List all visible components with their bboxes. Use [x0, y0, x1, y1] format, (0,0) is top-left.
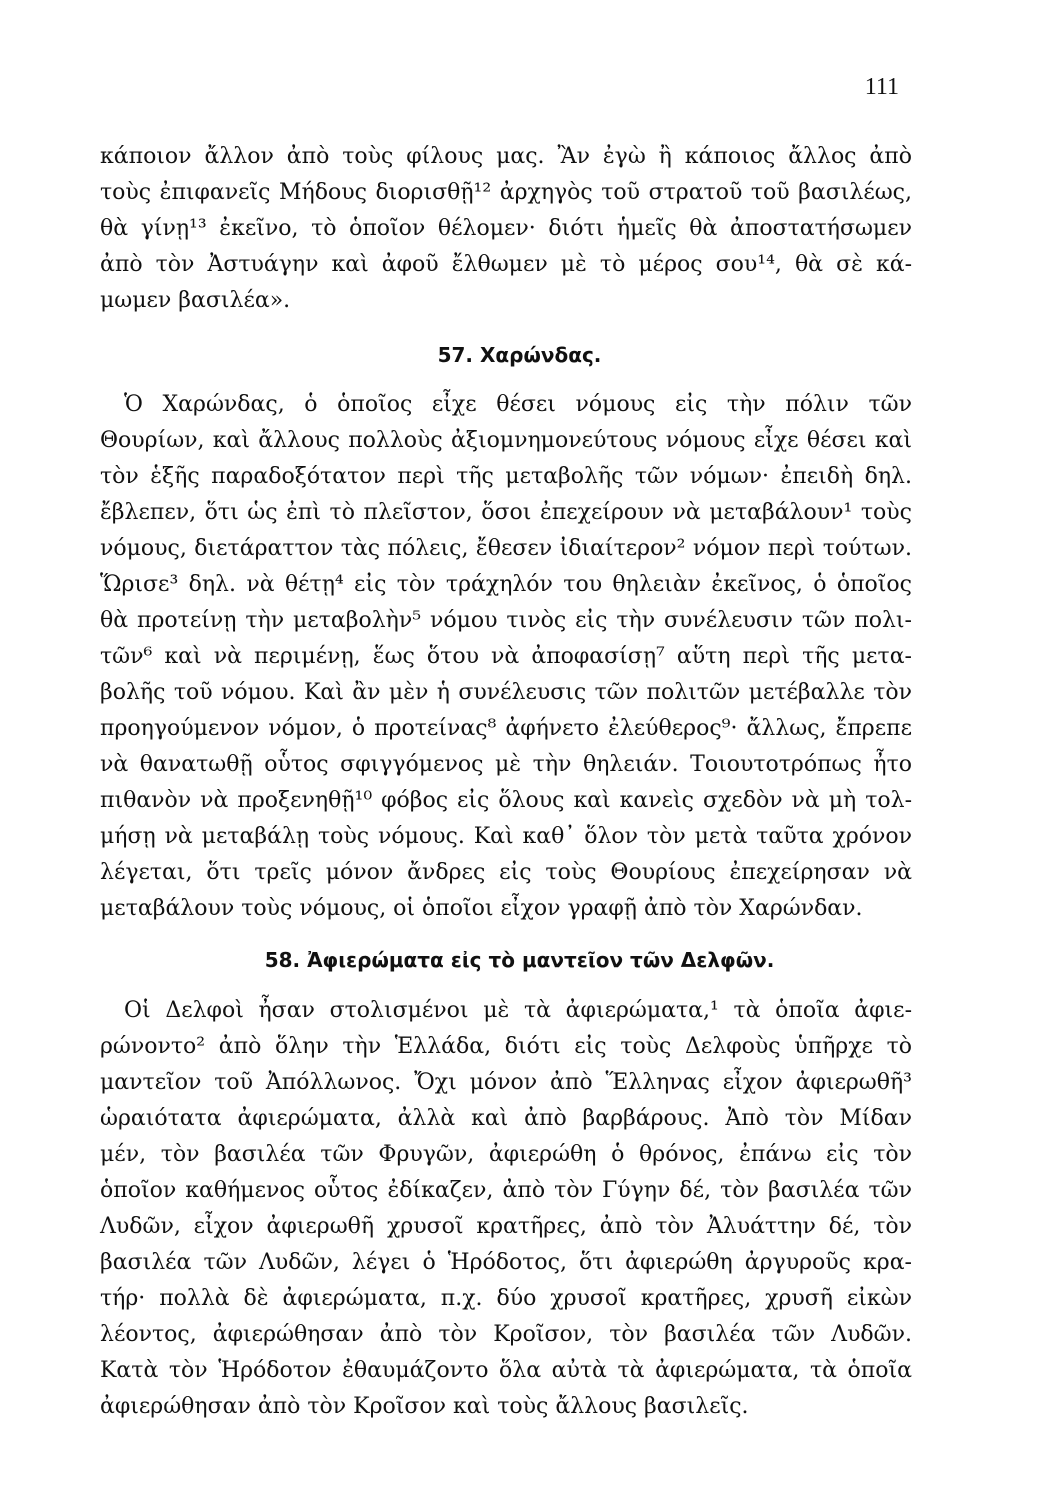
text-line: Οἱ Δελφοὶ ἦσαν στολισμένοι μὲ τὰ ἀφιερώματα,¹ τὰ ὁποῖα ἀφιε- [124, 998, 912, 1023]
text-line: νὰ θανατωθῇ οὗτος σφιγγόμενος μὲ τὴν θηλειάν. Τοιουτοτρόπως ἦτο [100, 752, 912, 777]
text-line: Ὁ Χαρώνδας, ὁ ὁποῖος εἶχε θέσει νόμους εἰς τὴν πόλιν τῶν [124, 392, 912, 417]
text-line: ἀφιερώθησαν ἀπὸ τὸν Κροῖσον καὶ τοὺς ἄλλους βασιλεῖς. [100, 1394, 749, 1419]
text-line: ἀπὸ τὸν Ἀστυάγην καὶ ἀφοῦ ἔλθωμεν μὲ τὸ μέρος σου¹⁴, θὰ σὲ κά- [100, 252, 912, 277]
text-line: μωμεν βασιλέα». [100, 288, 291, 313]
text-line: μήσῃ νὰ μεταβάλῃ τοὺς νόμους. Καὶ καθ᾽ ὅλον τὸν μετὰ ταῦτα χρόνον [100, 824, 912, 849]
text-line: ρώνοντο² ἀπὸ ὅλην τὴν Ἑλλάδα, διότι εἰς τοὺς Δελφοὺς ὑπῆρχε τὸ [100, 1034, 912, 1059]
text-line: προηγούμενον νόμον, ὁ προτείνας⁸ ἀφήνετο ἐλεύθερος⁹· ἄλλως, ἔπρεπε [100, 716, 912, 741]
text-line: Κατὰ τὸν Ἡρόδοτον ἐθαυμάζοντο ὅλα αὐτὰ τὰ ἀφιερώματα, τὰ ὁποῖα [100, 1358, 912, 1383]
text-line: βασιλέα τῶν Λυδῶν, λέγει ὁ Ἡρόδοτος, ὅτι ἀφιερώθη ἀργυροῦς κρα- [100, 1250, 912, 1275]
text-line: ὡραιότατα ἀφιερώματα, ἀλλὰ καὶ ἀπὸ βαρβάρους. Ἀπὸ τὸν Μίδαν [100, 1106, 912, 1131]
text-line: Λυδῶν, εἶχον ἀφιερωθῆ χρυσοῖ κρατῆρες, ἀπὸ τὸν Ἀλυάττην δέ, τὸν [100, 1214, 912, 1239]
text-line: λέγεται, ὅτι τρεῖς μόνον ἄνδρες εἰς τοὺς Θουρίους ἐπεχείρησαν νὰ [100, 860, 912, 885]
text-line: θὰ προτείνῃ τὴν μεταβολὴν⁵ νόμου τινὸς εἰς τὴν συνέλευσιν τῶν πολι- [100, 608, 912, 633]
text-line: κάποιον ἄλλον ἀπὸ τοὺς φίλους μας. Ἂν ἐγὼ ἢ κάποιος ἄλλος ἀπὸ [100, 144, 912, 169]
text-line: ὁποῖον καθήμενος οὗτος ἐδίκαζεν, ἀπὸ τὸν Γύγην δέ, τὸν βασιλέα τῶν [100, 1178, 912, 1203]
text-line: τήρ· πολλὰ δὲ ἀφιερώματα, π.χ. δύο χρυσοῖ κρατῆρες, χρυσῆ εἰκὼν [100, 1286, 912, 1311]
text-line: τοὺς ἐπιφανεῖς Μήδους διορισθῇ¹² ἀρχηγὸς τοῦ στρατοῦ τοῦ βασιλέως, [100, 180, 912, 205]
text-line: Θουρίων, καὶ ἄλλους πολλοὺς ἀξιομνημονεύτους νόμους εἶχε θέσει καὶ [100, 428, 912, 453]
text-line: θὰ γίνῃ¹³ ἐκεῖνο, τὸ ὁποῖον θέλομεν· διότι ἡμεῖς θὰ ἀποστατήσωμεν [100, 216, 912, 241]
text-line: λέοντος, ἀφιερώθησαν ἀπὸ τὸν Κροῖσον, τὸν βασιλέα τῶν Λυδῶν. [100, 1322, 912, 1347]
text-line: ἔβλεπεν, ὅτι ὡς ἐπὶ τὸ πλεῖστον, ὅσοι ἐπεχείρουν νὰ μεταβάλουν¹ τοὺς [100, 500, 912, 525]
section-heading-58: 58. Ἀφιερώματα εἰς τὸ μαντεῖον τῶν Δελφῶν. [264, 948, 775, 972]
section-heading-57: 57. Χαρώνδας. [437, 343, 602, 367]
text-line: πιθανὸν νὰ προξενηθῇ¹⁰ φόβος εἰς ὅλους καὶ κανεὶς σχεδὸν νὰ μὴ τολ- [100, 788, 912, 813]
text-line: μέν, τὸν βασιλέα τῶν Φρυγῶν, ἀφιερώθη ὁ θρόνος, ἐπάνω εἰς τὸν [100, 1142, 912, 1167]
text-line: τῶν⁶ καὶ νὰ περιμένῃ, ἕως ὅτου νὰ ἀποφασίσῃ⁷ αὕτη περὶ τῆς μετα- [100, 644, 912, 669]
page-number: 111 [864, 74, 899, 100]
text-line: μαντεῖον τοῦ Ἀπόλλωνος. Ὄχι μόνον ἀπὸ Ἕλληνας εἶχον ἀφιερωθῆ³ [100, 1070, 912, 1095]
text-line: μεταβάλουν τοὺς νόμους, οἱ ὁποῖοι εἶχον γραφῇ ἀπὸ τὸν Χαρώνδαν. [100, 896, 863, 921]
text-line: νόμους, διετάραττον τὰς πόλεις, ἔθεσεν ἰδιαίτερον² νόμον περὶ τούτων. [100, 536, 912, 561]
text-line: Ὥρισε³ δηλ. νὰ θέτῃ⁴ εἰς τὸν τράχηλόν του θηλειὰν ἐκεῖνος, ὁ ὁποῖος [100, 572, 912, 597]
text-line: βολῆς τοῦ νόμου. Καὶ ἂν μὲν ἡ συνέλευσις τῶν πολιτῶν μετέβαλλε τὸν [100, 680, 912, 705]
text-line: τὸν ἑξῆς παραδοξότατον περὶ τῆς μεταβολῆς τῶν νόμων· ἐπειδὴ δηλ. [100, 464, 912, 489]
